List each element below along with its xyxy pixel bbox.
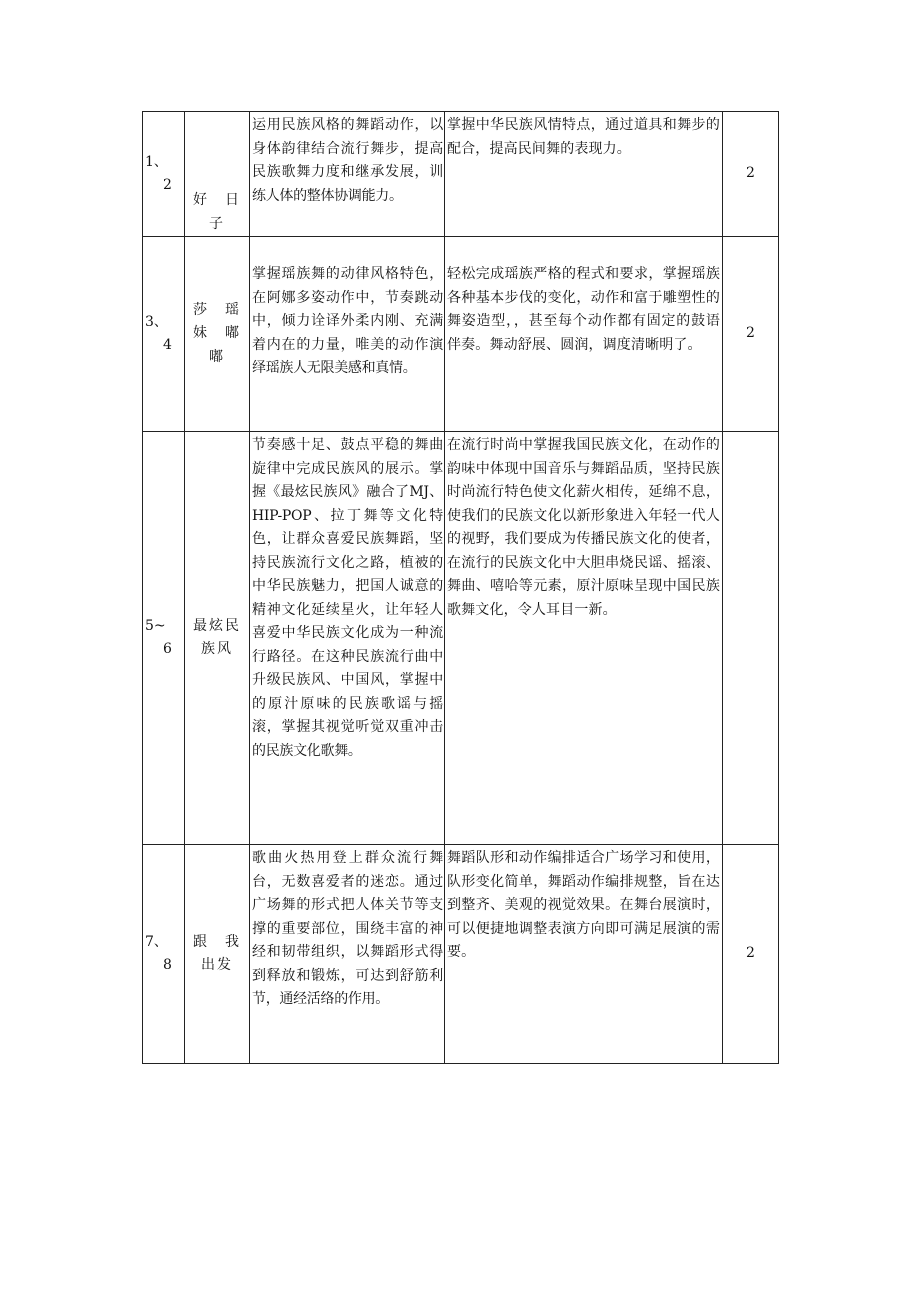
lesson-goal: 轻松完成瑶族严格的程式和要求，掌握瑶族各种基本步伐的变化，动作和富于雕塑性的舞姿造型，，甚至每个动作都有固定的鼓语伴奏。舞动舒展、圆润，调度清晰明了。 xyxy=(445,237,723,432)
table-row xyxy=(143,237,779,432)
lesson-goal: 在流行时尚中掌握我国民族文化，在动作的韵味中体现中国音乐与舞蹈品质，坚持民族时尚流行特色使文化薪火相传，延绵不息，使我们的民族文化以新形象进入年轻一代人的视野，我们要成为传播民族文化的使者，在流行的民族文化中大胆串烧民谣、摇滚、舞曲、嘻哈等元素，原汁原味呈现中国民族歌舞文化，令人耳目一新。 xyxy=(445,432,723,845)
table-row xyxy=(143,845,779,1064)
lesson-number xyxy=(143,845,185,1064)
lesson-goal: 舞蹈队形和动作编排适合广场学习和使用，队形变化简单，舞蹈动作编排规整，旨在达到整齐、美观的视觉效果。在舞台展演时，可以便捷地调整表演方向即可满足展演的需要。 xyxy=(445,845,723,1064)
lesson-title: 最炫民族风 xyxy=(185,432,250,845)
lesson-content: 节奏感十足、鼓点平稳的舞曲旋律中完成民族风的展示。掌握《最炫民族风》融合了MJ、HIP-POP、拉丁舞等文化特色，让群众喜爱民族舞蹈，坚持民族流行文化之路，植被的中华民族魅力，把国人诚意的精神文化延续星火，让年轻人喜爱中华民族文化成为一种流行路径。在这种民族流行曲中升级民族风、中国风，掌握中的原汁原味的民族歌谣与摇滚，掌握其视觉听觉双重冲击的民族文化歌舞。 xyxy=(250,432,445,845)
lesson-hours: 2 xyxy=(723,845,779,1064)
lesson-hours: 2 xyxy=(723,112,779,237)
lesson-number-end: 6 xyxy=(163,641,172,657)
table-row xyxy=(143,432,779,845)
table-row xyxy=(143,112,779,237)
lesson-title: 跟 我出发 xyxy=(185,845,250,1064)
lesson-number-start: 7、 xyxy=(145,933,168,950)
lesson-title: 好 日子 xyxy=(185,112,250,237)
lesson-number xyxy=(143,432,185,845)
lesson-number xyxy=(143,237,185,432)
lesson-content: 掌握瑶族舞的动律风格特色，在阿娜多姿动作中，节奏跳动中，倾力诠译外柔内刚、充满着内在的力量，唯美的动作演绎瑶族人无限美感和真情。 xyxy=(250,237,445,432)
lesson-number-start: 1、 xyxy=(145,153,168,170)
lesson-number-start: 5~ xyxy=(145,617,166,634)
lesson-number xyxy=(143,112,185,237)
lesson-number-end: 2 xyxy=(163,177,172,193)
lesson-hours: 2 xyxy=(723,237,779,432)
lesson-number-end: 4 xyxy=(163,337,172,353)
course-table xyxy=(142,111,779,1064)
lesson-number-end: 8 xyxy=(163,957,172,973)
lesson-number-start: 3、 xyxy=(145,313,168,330)
lesson-goal: 掌握中华民族风情特点，通过道具和舞步的配合，提高民间舞的表现力。 xyxy=(445,112,723,237)
lesson-title: 莎 瑶妹 嘟嘟 xyxy=(185,237,250,432)
lesson-content: 运用民族风格的舞蹈动作，以身体韵律结合流行舞步，提高民族歌舞力度和继承发展，训练人体的整体协调能力。 xyxy=(250,112,445,237)
lesson-hours xyxy=(723,432,779,845)
lesson-content: 歌曲火热用登上群众流行舞台，无数喜爱者的迷恋。通过广场舞的形式把人体关节等支撑的重要部位，围绕丰富的神经和韧带组织，以舞蹈形式得到释放和锻炼，可达到舒筋利节，通经活络的作用。 xyxy=(250,845,445,1064)
